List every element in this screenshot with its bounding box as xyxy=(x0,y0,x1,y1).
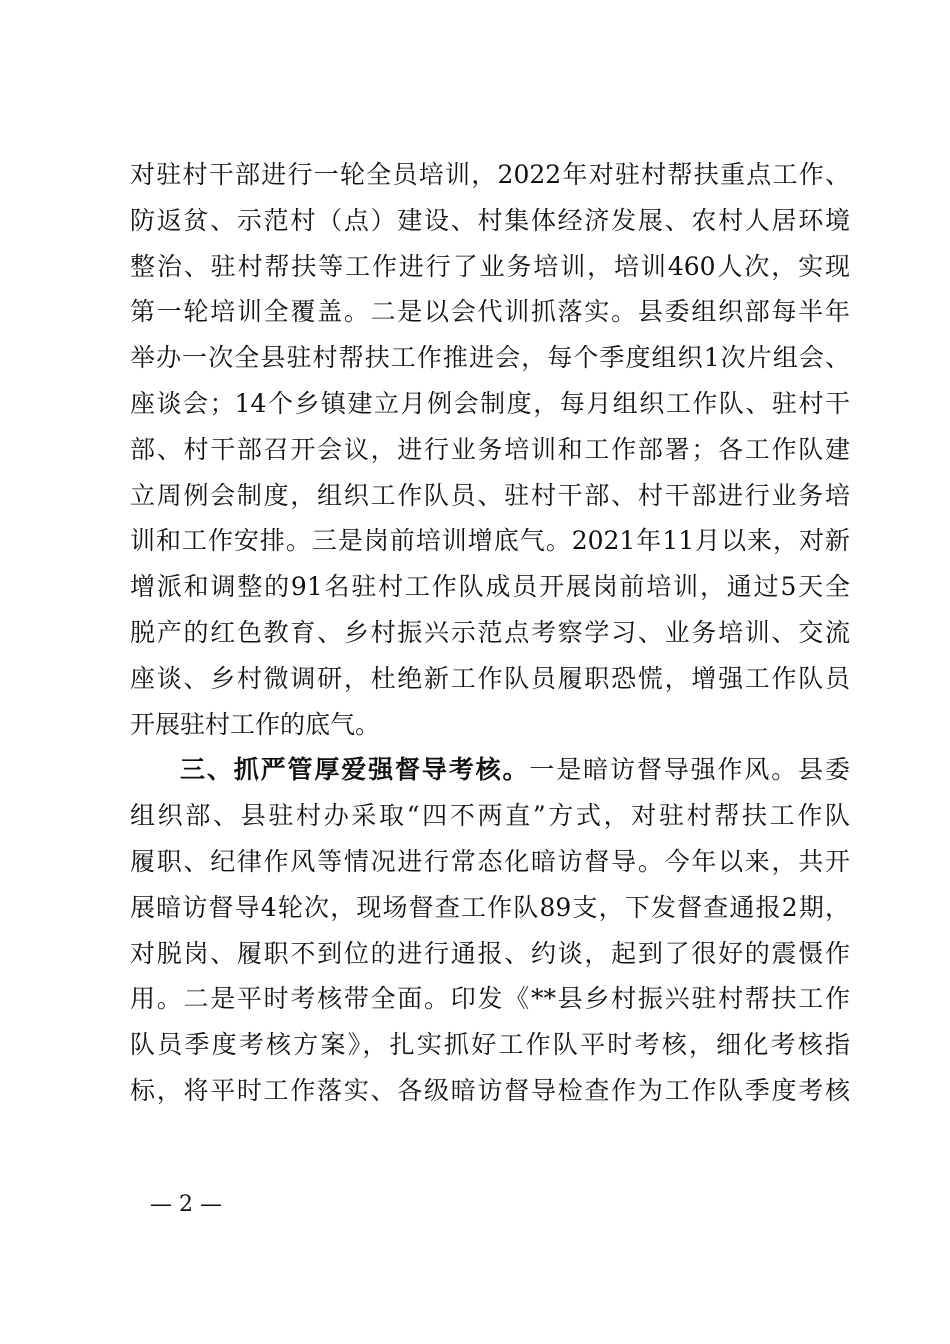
text-line: 对脱岗、履职不到位的进行通报、约谈，起到了很好的震慑作 xyxy=(130,938,850,968)
text-line: 脱产的红色教育、乡村振兴示范点考察学习、业务培训、交流 xyxy=(130,617,850,647)
text-line: 防返贫、示范村（点）建设、村集体经济发展、农村人居环境 xyxy=(130,205,850,235)
paragraph-supervision xyxy=(130,747,850,1113)
text-line: 举办一次全县驻村帮扶工作推进会，每个季度组织1次片组会、 xyxy=(130,343,850,373)
section-heading: 三、抓严管厚爱强督导考核。 xyxy=(180,755,530,785)
text-line: 标，将平时工作落实、各级暗访督导检查作为工作队季度考核 xyxy=(130,1075,850,1105)
text-line: 训和工作安排。三是岗前培训增底气。2021年11月以来，对新 xyxy=(130,526,850,556)
text-line: 对驻村干部进行一轮全员培训，2022年对驻村帮扶重点工作、 xyxy=(130,160,850,189)
text-line: 整治、驻村帮扶等工作进行了业务培训，培训460人次，实现 xyxy=(130,251,850,281)
text-line: 增派和调整的91名驻村工作队成员开展岗前培训，通过5天全 xyxy=(130,572,850,602)
text-line: 座谈、乡村微调研，杜绝新工作队员履职恐慌，增强工作队员 xyxy=(130,663,850,693)
text-line: 队员季度考核方案》，扎实抓好工作队平时考核，细化考核指 xyxy=(130,1030,850,1060)
text-line: 座谈会；14个乡镇建立月例会制度，每月组织工作队、驻村干 xyxy=(130,388,850,418)
page-number: — 2 — xyxy=(150,1192,222,1217)
text-line: 第一轮培训全覆盖。二是以会代训抓落实。县委组织部每半年 xyxy=(130,297,850,327)
text-line: 开展驻村工作的底气。 xyxy=(130,709,381,739)
text-line: 用。二是平时考核带全面。印发《**县乡村振兴驻村帮扶工作 xyxy=(130,984,850,1014)
text-line: 立周例会制度，组织工作队员、驻村干部、村干部进行业务培 xyxy=(130,480,850,510)
text-line: 履职、纪律作风等情况进行常态化暗访督导。今年以来，共开 xyxy=(130,846,850,876)
paragraph-training xyxy=(130,152,850,747)
text-line: 展暗访督导4轮次，现场督查工作队89支，下发督查通报2期， xyxy=(130,892,850,922)
body-text xyxy=(130,152,850,1114)
text-line-first xyxy=(130,747,850,793)
heading-line-rest: 一是暗访督导强作风。县委 xyxy=(529,755,850,785)
text-line: 组织部、县驻村办采取“四不两直”方式，对驻村帮扶工作队 xyxy=(130,801,850,831)
text-line: 部、村干部召开会议，进行业务培训和工作部署；各工作队建 xyxy=(130,434,850,464)
